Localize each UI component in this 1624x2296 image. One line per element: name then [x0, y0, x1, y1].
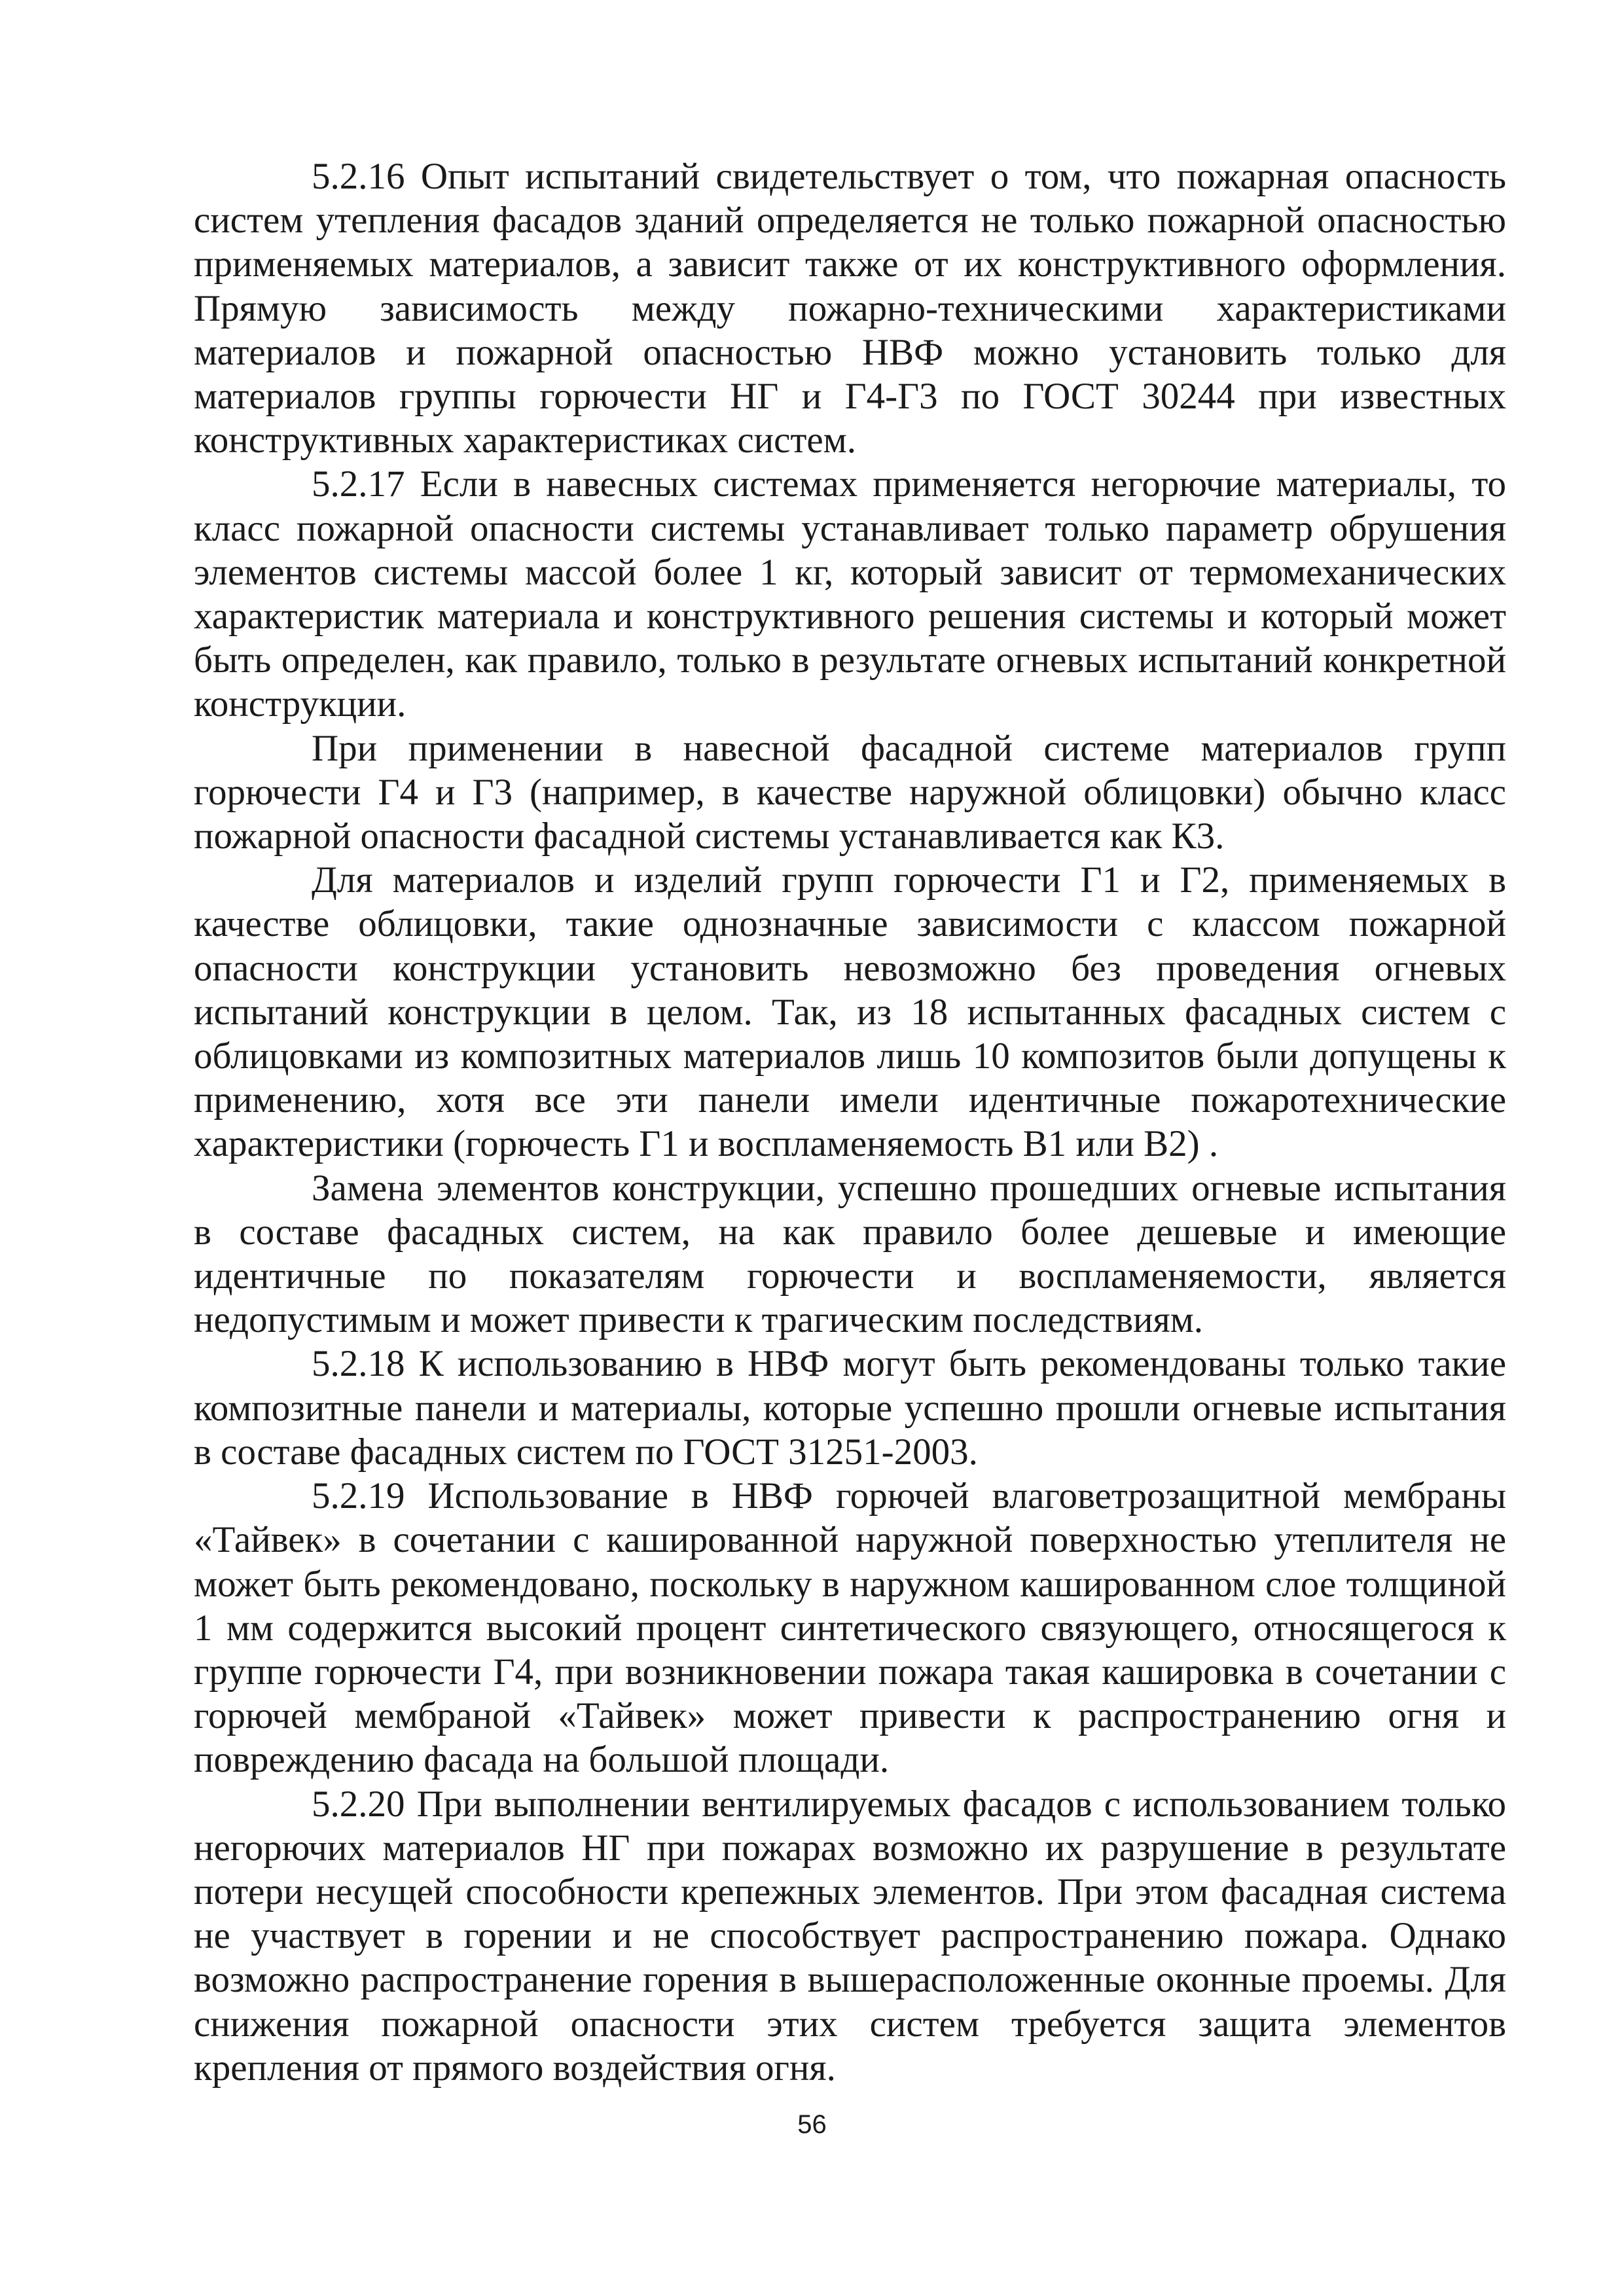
paragraph-5-2-19: 5.2.19 Использование в НВФ горючей влаговетрозащитной мембраны «Тайвек» в сочетании с кашированной наружной поверхностью утеплителя не может быть рекомендовано, поскольку в наружном кашированном слое толщиной 1 мм содержится высокий процент синтетического связующего, относящегося к группе горючести Г4, при возникновении пожара такая кашировка в сочетании с горючей мембраной «Тайвек» может привести к распространению огня и повреждению фасада на большой площади. — [194, 1475, 1506, 1781]
body-text — [194, 154, 1506, 2090]
paragraph-element-replacement: Замена элементов конструкции, успешно прошедших огневые испытания в составе фасадных систем, на как правило более дешевые и имеющие идентичные по показателям горючести и воспламеняемости, является недопустимым и может привести к трагическим последствиям. — [194, 1167, 1506, 1341]
paragraph-5-2-18: 5.2.18 К использованию в НВФ могут быть рекомендованы только такие композитные панели и материалы, которые успешно прошли огневые испытания в составе фасадных систем по ГОСТ 31251-2003. — [194, 1343, 1506, 1473]
paragraph-5-2-16: 5.2.16 Опыт испытаний свидетельствует о том, что пожарная опасность систем утепления фасадов зданий определяется не только пожарной опасностью применяемых материалов, а зависит также от их конструктивного оформления. Прямую зависимость между пожарно-техническими характеристиками материалов и пожарной опасностью НВФ можно установить только для материалов группы горючести НГ и Г4-Г3 по ГОСТ 30244 при известных конструктивных характеристиках систем. — [194, 156, 1506, 461]
paragraph-g1-g2-note: Для материалов и изделий групп горючести Г1 и Г2, применяемых в качестве облицовки, такие однозначные зависимости с классом пожарной опасности конструкции установить невозможно без проведения огневых испытаний конструкции в целом. Так, из 18 испытанных фасадных систем с облицовками из композитных материалов лишь 10 композитов были допущены к применению, хотя все эти панели имели идентичные пожаротехнические характеристики (горючесть Г1 и воспламеняемость В1 или В2) . — [194, 859, 1506, 1165]
paragraph-5-2-20: 5.2.20 При выполнении вентилируемых фасадов с использованием только негорючих материалов НГ при пожарах возможно их разрушение в результате потери несущей способности крепежных элементов. При этом фасадная система не участвует в горении и не способствует распространению пожара. Однако возможно распространение горения в вышерасположенные оконные проемы. Для снижения пожарной опасности этих систем требуется защита элементов крепления от прямого воздействия огня. — [194, 1783, 1506, 2089]
paragraph-g4-g3-note: При применении в навесной фасадной системе материалов групп горючести Г4 и Г3 (например, в качестве наружной облицовки) обычно класс пожарной опасности фасадной системы устанавливается как К3. — [194, 727, 1506, 857]
page-number: 56 — [797, 2110, 827, 2139]
paragraph-5-2-17: 5.2.17 Если в навесных системах применяется негорючие материалы, то класс пожарной опасности системы устанавливает только параметр обрушения элементов системы массой более 1 кг, который зависит от термомеханических характеристик материала и конструктивного решения системы и который может быть определен, как правило, только в результате огневых испытаний конкретной конструкции. — [194, 463, 1506, 725]
